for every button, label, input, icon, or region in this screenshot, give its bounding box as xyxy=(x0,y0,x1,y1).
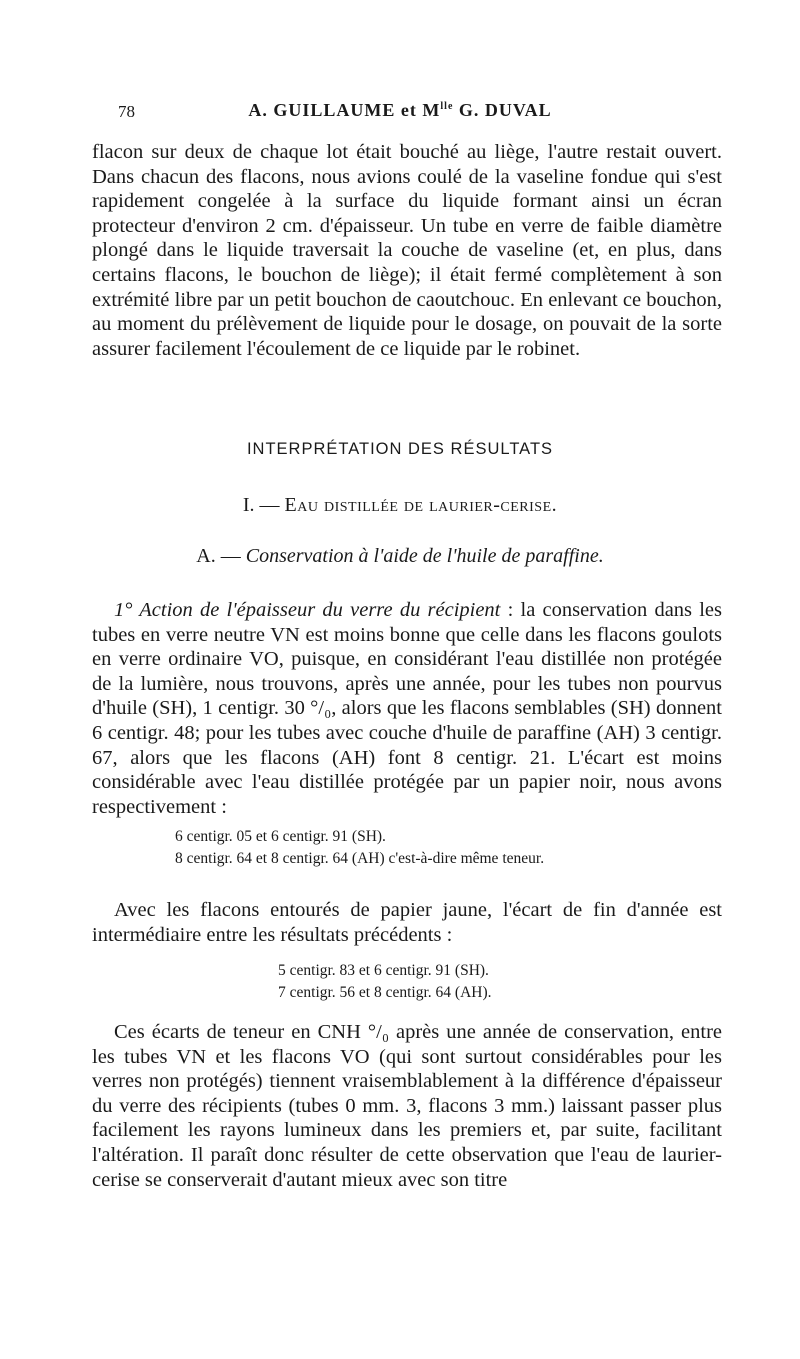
paragraph-2 xyxy=(92,598,722,819)
section-title: INTERPRÉTATION DES RÉSULTATS xyxy=(246,440,554,458)
subheading-2-prefix: A. — xyxy=(196,545,246,567)
subheading-eau-distillee xyxy=(0,494,800,517)
subheading-1-prefix: I. — xyxy=(242,494,285,516)
running-head-sup: lle xyxy=(440,101,454,112)
page-number: 78 xyxy=(118,102,135,121)
paragraph-4 xyxy=(92,1020,722,1192)
running-head-authors: A. GUILLAUME et M xyxy=(248,100,441,120)
data-line: 5 centigr. 83 et 6 centigr. 91 (SH). xyxy=(278,962,489,979)
running-head xyxy=(0,100,800,121)
subheading-1-title: Eau distillée de laurier-cerise. xyxy=(284,494,558,516)
paragraph-3-body: Avec les flacons entourés de papier jaune, l'écart de fin d'année est intermédiaire entre les résultats précédents : xyxy=(92,899,722,946)
paragraph-3 xyxy=(92,898,722,947)
running-head-authors-end: G. DUVAL xyxy=(453,100,552,120)
data-line: 6 centigr. 05 et 6 centigr. 91 (SH). xyxy=(175,828,386,845)
subheading-2-title: Conservation à l'aide de l'huile de paraffine. xyxy=(245,545,604,567)
subheading-conservation xyxy=(0,545,800,568)
paragraph-4-body: Ces écarts de teneur en CNH °/₀ après une année de conservation, entre les tubes VN et les flacons VO (qui sont surtout considérables pour les verres non protégés) tiennent vraisemblablement à la différence d'épaisseur du verre des récipients (tubes 0 mm. 3, flacons 3 mm.) laissant passer plus facilement les rayons lumineux dans les premiers et, par suite, facilitant l'altération. Il paraît donc résulter de cette observation que l'eau de laurier-cerise se conserverait d'autant mieux avec son titre xyxy=(92,1021,722,1191)
data-block-black-paper xyxy=(175,826,544,870)
data-line: 7 centigr. 56 et 8 centigr. 64 (AH). xyxy=(278,984,492,1001)
data-block-yellow-paper xyxy=(278,960,492,1004)
page-header xyxy=(0,100,800,124)
data-line: 8 centigr. 64 et 8 centigr. 64 (AH) c'est-à-dire même teneur. xyxy=(175,850,545,867)
paragraph-2-italic-lead: 1° Action de l'épaisseur du verre du récipient xyxy=(114,599,501,621)
paragraph-1: flacon sur deux de chaque lot était bouché au liège, l'autre restait ouvert. Dans chacun des flacons, nous avions coulé de la vaseline fondue qui s'est rapidement congelée à la surface du liquide formant ainsi un écran protecteur d'environ 2 cm. d'épaisseur. Un tube en verre de faible diamètre plongé dans le liquide traversait la couche de vaseline (et, en plus, dans certains flacons, le bouchon de liège); il était fermé complètement à son extrémité libre par un petit bouchon de caoutchouc. En enlevant ce bouchon, au moment du prélèvement de liquide pour le dosage, on pouvait de la sorte assurer facilement l'écoulement de ce liquide par le robinet. xyxy=(92,141,722,360)
paragraph-2-body: : la conservation dans les tubes en verre neutre VN est moins bonne que celle dans les flacons goulots en verre ordinaire VO, puisque, en considérant l'eau distillée non protégée de la lumière, nous trouvons, après une année, pour les tubes non pourvus d'huile (SH), 1 centigr. 30 °/₀, alors que les flacons semblables (SH) donnent 6 centigr. 48; pour les tubes avec couche d'huile de paraffine (AH) 3 centigr. 67, alors que les flacons (AH) font 8 centigr. 21. L'écart est moins considérable avec l'eau distillée protégée par un papier noir, nous avons respectivement : xyxy=(92,599,722,818)
